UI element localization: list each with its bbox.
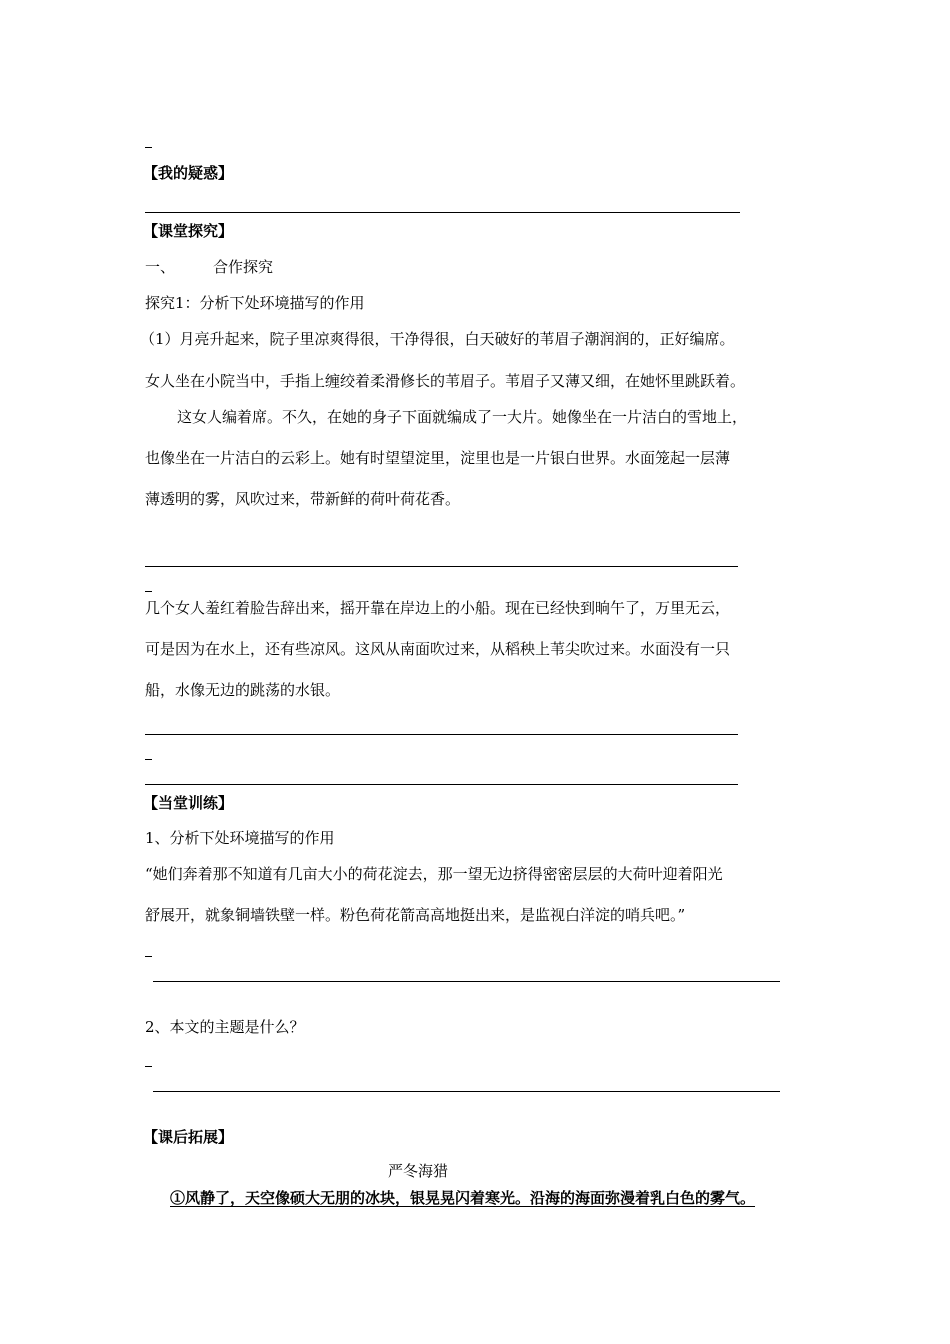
explore-task-1: 探究1：分析下处环境描写的作用 bbox=[145, 294, 365, 312]
answer-blank-mark bbox=[145, 591, 152, 592]
passage-1-line-4: 也像坐在一片洁白的云彩上。她有时望望淀里，淀里也是一片银白世界。水面笼起一层薄 bbox=[145, 449, 731, 467]
answer-line bbox=[145, 566, 738, 567]
answer-line bbox=[145, 212, 740, 213]
answer-line bbox=[153, 1091, 780, 1092]
section-heading-practice: 【当堂训练】 bbox=[143, 794, 234, 812]
answer-blank-mark bbox=[145, 956, 152, 957]
passage-1-line-3: 这女人编着席。不久，在她的身子下面就编成了一大片。她像坐在一片洁白的雪地上， bbox=[177, 408, 748, 426]
practice-quote-line-2: 舒展开，就象铜墙铁壁一样。粉色荷花箭高高地挺出来，是监视白洋淀的哨兵吧。” bbox=[145, 906, 686, 924]
practice-question-2: 2、本文的主题是什么？ bbox=[145, 1018, 305, 1036]
answer-blank-mark bbox=[145, 1066, 152, 1067]
section-heading-extension: 【课后拓展】 bbox=[143, 1128, 234, 1146]
passage-2-line-2: 可是因为在水上，还有些凉风。这风从南面吹过来，从稻秧上苇尖吹过来。水面没有一只 bbox=[145, 640, 731, 658]
answer-line bbox=[145, 784, 738, 785]
passage-2-line-3: 船，水像无边的跳荡的水银。 bbox=[145, 681, 341, 699]
practice-quote-line-1: “她们奔着那不知道有几亩大小的荷花淀去，那一望无边挤得密密层层的大荷叶迎着阳光 bbox=[145, 865, 723, 883]
section-heading-explore: 【课堂探究】 bbox=[143, 222, 234, 240]
passage-2-line-1: 几个女人羞红着脸告辞出来，摇开靠在岸边上的小船。现在已经快到晌午了，万里无云， bbox=[145, 599, 731, 617]
practice-question-1: 1、分析下处环境描写的作用 bbox=[145, 829, 335, 847]
answer-line bbox=[153, 981, 780, 982]
section-heading-doubt: 【我的疑惑】 bbox=[143, 164, 234, 182]
answer-blank-mark bbox=[145, 147, 152, 148]
answer-blank-mark bbox=[145, 759, 152, 760]
passage-1-line-5: 薄透明的雾，风吹过来，带新鲜的荷叶荷花香。 bbox=[145, 490, 461, 508]
extension-paragraph-1: ①风静了，天空像硕大无朋的冰块，银晃晃闪着寒光。沿海的海面弥漫着乳白色的雾气。 bbox=[170, 1189, 756, 1207]
passage-1-line-2: 女人坐在小院当中，手指上缠绞着柔滑修长的苇眉子。苇眉子又薄又细，在她怀里跳跃着。 bbox=[145, 372, 746, 390]
answer-line bbox=[145, 734, 738, 735]
explore-item-title: 合作探究 bbox=[213, 258, 274, 276]
extension-title: 严冬海猎 bbox=[388, 1162, 449, 1180]
explore-item-number: 一、 bbox=[145, 258, 176, 276]
passage-1-line-1: （1）月亮升起来，院子里凉爽得很，干净得很，白天破好的苇眉子潮润润的，正好编席。 bbox=[140, 330, 735, 348]
